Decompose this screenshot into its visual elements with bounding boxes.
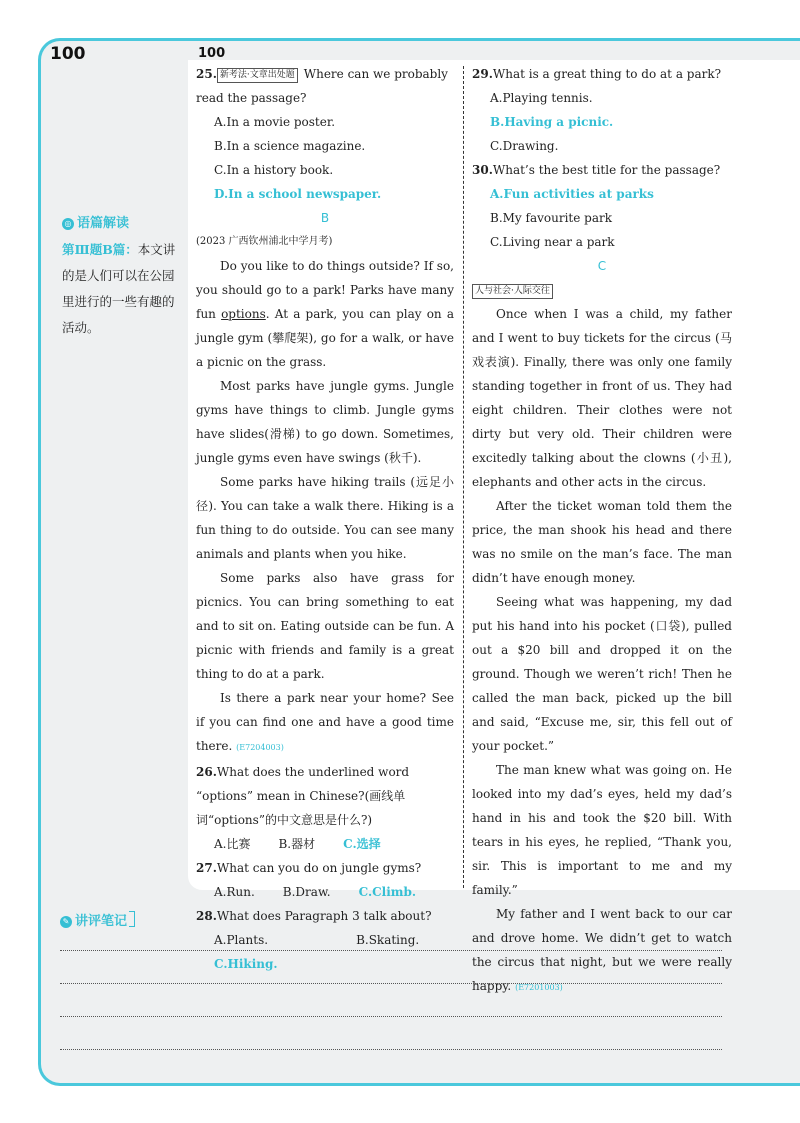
note-line[interactable] bbox=[60, 1049, 722, 1050]
option-a: A.Playing tennis. bbox=[490, 91, 593, 105]
underlined-word: options bbox=[221, 307, 266, 321]
paragraph: Some parks also have grass for picnics. You can bring something to eat and to sit on. Eating outside can be fun. A picnic with friends and family is a great thing to do at a park. bbox=[196, 571, 454, 681]
right-column bbox=[472, 62, 732, 1000]
option-a: A.比赛 bbox=[214, 837, 251, 851]
question-stem: What does Paragraph 3 talk about? bbox=[216, 909, 432, 923]
answer-option: C.Hiking. bbox=[214, 957, 278, 971]
passage-letter: B bbox=[320, 211, 330, 225]
option-b: B.Draw. bbox=[282, 885, 331, 899]
passage-letter: C bbox=[597, 259, 607, 273]
question-27 bbox=[196, 856, 454, 880]
paragraph: Once when I was a child, my father and I went to buy tickets for the circus (马戏表演). Finally, there was only one family standing together in front of us. They had eight children. Their clothes were not dirty but very old. Their children were excitedly talking about the clowns (小丑), elephants and other acts in the circus. bbox=[472, 307, 732, 489]
passage-tag: 人与社会·人际交往 bbox=[472, 284, 553, 299]
paragraph bbox=[196, 254, 454, 374]
answer-option: C.Climb. bbox=[358, 885, 417, 899]
left-column bbox=[196, 62, 454, 976]
page-number-small: 100 bbox=[198, 46, 226, 61]
note-line[interactable] bbox=[60, 1016, 722, 1017]
passage-source: (2023 广西钦州浦北中学月考) bbox=[196, 236, 333, 247]
answer-option: C.选择 bbox=[343, 837, 381, 851]
sidebar-annotation bbox=[62, 210, 184, 341]
question-28 bbox=[196, 904, 454, 928]
question-number: 30. bbox=[472, 163, 493, 177]
question-stem: What’s the best title for the passage? bbox=[492, 163, 721, 177]
paragraph-text: My father and I went back to our car and drove home. We didn’t get to watch the circus that night, but we were really happy. bbox=[472, 907, 732, 993]
column-divider bbox=[463, 66, 464, 888]
option-c: C.Living near a park bbox=[490, 235, 615, 249]
question-number: 25. bbox=[196, 67, 217, 81]
answer-option: B.Having a picnic. bbox=[490, 115, 614, 129]
option-c: C.Drawing. bbox=[490, 139, 559, 153]
option-a: A.Plants. bbox=[214, 933, 269, 947]
answer-option: D.In a school newspaper. bbox=[214, 187, 382, 201]
option-b: B.In a science magazine. bbox=[214, 139, 366, 153]
note-line[interactable] bbox=[60, 950, 722, 951]
paragraph-text: . At a park, you can play on a jungle gym (攀爬架), go for a walk, or have a picnic on the grass. bbox=[196, 307, 454, 369]
item-code: (E7204003) bbox=[236, 743, 284, 752]
option-a: A.Run. bbox=[214, 885, 255, 899]
sidebar-title: 语篇解读 bbox=[77, 216, 130, 231]
question-tag: 新考法·文章出处题 bbox=[217, 68, 298, 83]
page-number: 100 bbox=[50, 44, 86, 64]
book-icon: ◎ bbox=[62, 218, 74, 230]
question-26 bbox=[196, 760, 454, 832]
option-b: B.My favourite park bbox=[490, 211, 612, 225]
paragraph: Some parks have hiking trails (远足小径). You can take a walk there. Hiking is a fun thing to do outside. You can see many animals and plants when you hike. bbox=[196, 475, 454, 561]
paragraph bbox=[196, 686, 454, 760]
option-c: C.In a history book. bbox=[214, 163, 334, 177]
options-row bbox=[214, 928, 454, 952]
paragraph: Seeing what was happening, my dad put his hand into his pocket (口袋), pulled out a $20 bill and dropped it on the ground. Though we weren’t rich! Then he called the man back, picked up the bill and said, “Excuse me, sir, this fell out of your pocket.” bbox=[472, 595, 732, 753]
note-line[interactable] bbox=[60, 983, 722, 984]
question-number: 28. bbox=[196, 909, 217, 923]
options-row bbox=[214, 880, 454, 904]
answer-option: A.Fun activities at parks bbox=[490, 187, 654, 201]
sidebar-text: 本文讲的是人们可以在公园里进行的一些有趣的活动。 bbox=[62, 242, 176, 335]
question-stem: What is a great thing to do at a park? bbox=[492, 67, 722, 81]
question-30 bbox=[472, 158, 732, 182]
question-number: 27. bbox=[196, 861, 217, 875]
question-stem: What does the underlined word “options” mean in Chinese?(画线单词“options”的中文意思是什么?) bbox=[196, 765, 410, 827]
paragraph-text: Is there a park near your home? See if you can find one and have a good time there. bbox=[196, 691, 454, 753]
option-a: A.In a movie poster. bbox=[214, 115, 336, 129]
question-number: 29. bbox=[472, 67, 493, 81]
sidebar-lead: 第Ⅲ题B篇： bbox=[62, 242, 138, 257]
question-29 bbox=[472, 62, 732, 86]
question-stem: Where can we probably read the passage? bbox=[196, 67, 448, 105]
paragraph: Most parks have jungle gyms. Jungle gyms have things to climb. Jungle gyms have slides(滑梯) to go down. Sometimes, jungle gyms even have swings (秋千). bbox=[196, 379, 454, 465]
notes-title bbox=[60, 910, 135, 929]
paragraph-text: Do you like to do things outside? If so, you should go to a park! Parks have many fun bbox=[196, 259, 454, 321]
question-number: 26. bbox=[196, 765, 217, 779]
options-row bbox=[214, 832, 454, 856]
notes-icon: ✎ bbox=[60, 916, 72, 928]
question-stem: What can you do on jungle gyms? bbox=[216, 861, 422, 875]
option-b: B.Skating. bbox=[356, 933, 420, 947]
paragraph: The man knew what was going on. He looked into my dad’s eyes, held my dad’s hand in his and took the $20 bill. With tears in his eyes, he replied, “Thank you, sir. This is important to me and my family.” bbox=[472, 763, 732, 897]
option-b: B.器材 bbox=[278, 837, 316, 851]
item-code: (E7201003) bbox=[515, 983, 563, 992]
paragraph bbox=[472, 902, 732, 1000]
question-25 bbox=[196, 62, 454, 110]
paragraph: After the ticket woman told them the price, the man shook his head and there was no smile on the man’s face. The man didn’t have enough money. bbox=[472, 499, 732, 585]
notes-title-text: 讲评笔记 bbox=[75, 914, 128, 929]
